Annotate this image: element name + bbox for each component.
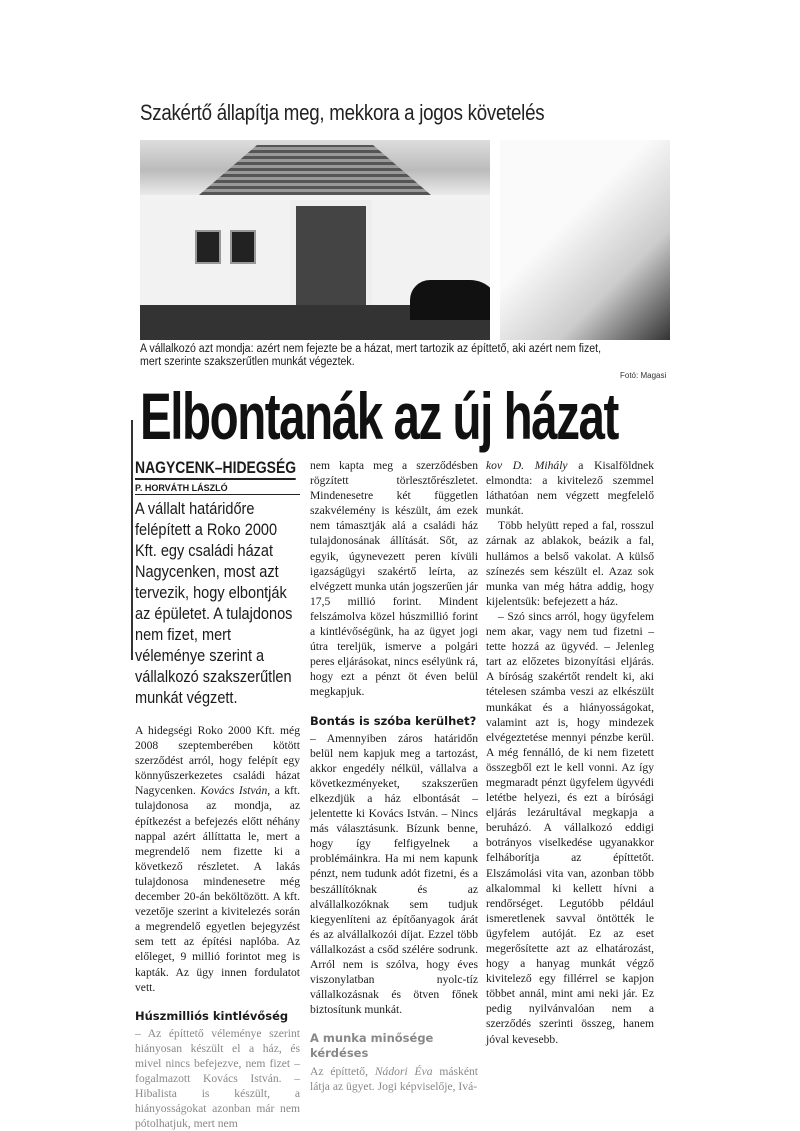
house-photo	[140, 140, 490, 340]
dateline-location: NAGYCENK–HIDEGSÉG	[135, 458, 296, 480]
column-1	[135, 458, 300, 1131]
body-paragraph: – Az építtető véleménye szerint hiányosan készült el a ház, és mivel nincs befejezve, nem fizet – fogalmazott Kovács István. – Hibalista is készült, a hiányosságokat azonban már nem pótolhatjuk, mert nem	[135, 1026, 300, 1131]
divider	[131, 420, 133, 660]
body-paragraph: kov D. Mihály a Kisalföldnek elmondta: a kivitelező szemmel láthatóan nem végzett megfelelő munkát.	[486, 459, 654, 518]
body-paragraph: Több helyütt reped a fal, rosszul zárnak az ablakok, beázik a fal, hullámos a belső vakolat. A külső színezés sem készült el. Azaz sok munka van még hátra addig, hogy kijelentsük: befejezett a ház.	[486, 519, 654, 608]
body-paragraph: – Szó sincs arról, hogy ügyfelem nem akar, vagy nem tud fizetni – tette hozzá az ügyvéd. – Jelenleg tart az előzetes bizonyítási eljárás. A bíróság szakértőt rendelt ki, aki tételesen számba veszi az elkészült munkákat és a hiányosságokat, valamint azt is, hogy mindezek elvégeztetése mennyi pénzbe kerül. A még fennálló, de ki nem fizetett összegből ezt le kell vonni. Az így megmaradt pénzt ügyfelem ügyvédi letétbe helyezi, és ezt a bírósági eljárás lezárultával megkapja a beruházó. A vállalkozó eddigi botrányos viselkedése ugyanakkor felháborítja az építtetőt. Elszámolási vita van, azonban több alkalommal ki kellett hívni a rendőrséget. Legutóbb például ismeretlenek savval öntötték le ügyfelem autóját. Ez az eset megerősítette azt az elhatározást, hogy a hanyag munkát végző kivitelező egy fillérrel se kapjon többet annál, mint ami neki jár. Ez pedig nyilvánvalóan nem a szerződés szerinti összeg, hanem jóval kevesebb.	[486, 609, 654, 1046]
lead-paragraph: A vállalt határidőre felépített a Roko 2000 Kft. egy családi házat Nagycenken, most azt tervezik, hogy elbontják az épületet. A tulajdonos nem fizet, mert véleménye szerint a vállalkozó szakszerűtlen munkát végzett.	[135, 500, 293, 707]
photo-caption: A vállalkozó azt mondja: azért nem fejezte be a házat, mert tartozik az építtető, aki azért nem fizet, mert szerinte szakszerűtlen munkát végeztek.	[140, 343, 602, 368]
photo-credit: Fotó: Magasi	[620, 371, 667, 380]
body-paragraph: A hidegségi Roko 2000 Kft. még 2008 szeptemberében kötött szerződést arról, hogy felépít egy könnyűszerkezetes családi házat Nagycenken. Kovács István, a kft. tulajdonosa az mondja, az építkezést a befejezés előtt néhány nappal azért állíttatta le, mert a megrendelő nem fizette ki a következő részletet. A lakás tulajdonosa mindenesetre még december 20-án beköltözött. A kft. vezetője szerint a kivitelezés során a megrendelő egyetlen bejegyzést sem tett az építési naplóba. Az előleget, 9 millió forintot meg is kapták. Az ügy innen fordulatot vett.	[135, 724, 300, 994]
detail-photo	[500, 140, 670, 340]
subheading: A munka minősége kérdéses	[310, 1031, 434, 1061]
subheading: Bontás is szóba kerülhet?	[310, 713, 477, 728]
kicker-headline: Szakértő állapítja meg, mekkora a jogos követelés	[140, 100, 545, 125]
column-3	[486, 458, 654, 1047]
byline: P. HORVÁTH LÁSZLÓ	[135, 482, 300, 495]
body-paragraph: nem kapta meg a szerződésben rögzített törlesztőrészletet. Mindenesetre két független szakvélemény is készült, ám ezek nem támasztják alá a családi ház tulajdonosának állítását. Sőt, az egyik, úgynevezett peren kívüli igazságügyi szakértő leírta, az elvégzett munka után jogszerűen jár 17,5 millió forint. Mindent felszámolva közel húszmillió forint a kintlévőségünk, ha az ügyet jogi útra tereljük, ismerve a polgári peres eljárásokat, nincs esélyünk rá, hogy ezt a pénzt öt éven belül megkapjuk.	[310, 459, 478, 699]
body-paragraph: – Amennyiben záros határidőn belül nem kapjuk meg a tartozást, akkor engedély nélkül, vállalva a következményeket, szakszerűen elkezdjük a ház elbontását – jelentette ki Kovács István. – Nincs más választásunk. Bízunk benne, hogy így felfigyelnek a problémáinkra. Ha mi nem kapunk pénzt, nem tudunk adót fizetni, és a beszállítóknak és az alvállalkozóknak sem tudjuk kiegyenlíteni az építőanyagok árát és az alvállalkozói díjat. Ezzel több vállalkozást a csőd szélére sodrunk. Arról nem is szólva, hogy éves viszonylatban nyolc-tíz vállalkozásnak és ötven főnek biztosítunk munkát.	[310, 731, 478, 1017]
subheading: Húszmilliós kintlévőség	[135, 1008, 289, 1023]
body-paragraph: Az építtető, Nádori Éva másként látja az ügyet. Jogi képviselője, Ivá-	[310, 1064, 478, 1093]
column-2	[310, 458, 478, 1094]
headline: Elbontanák az új házat	[140, 379, 618, 453]
